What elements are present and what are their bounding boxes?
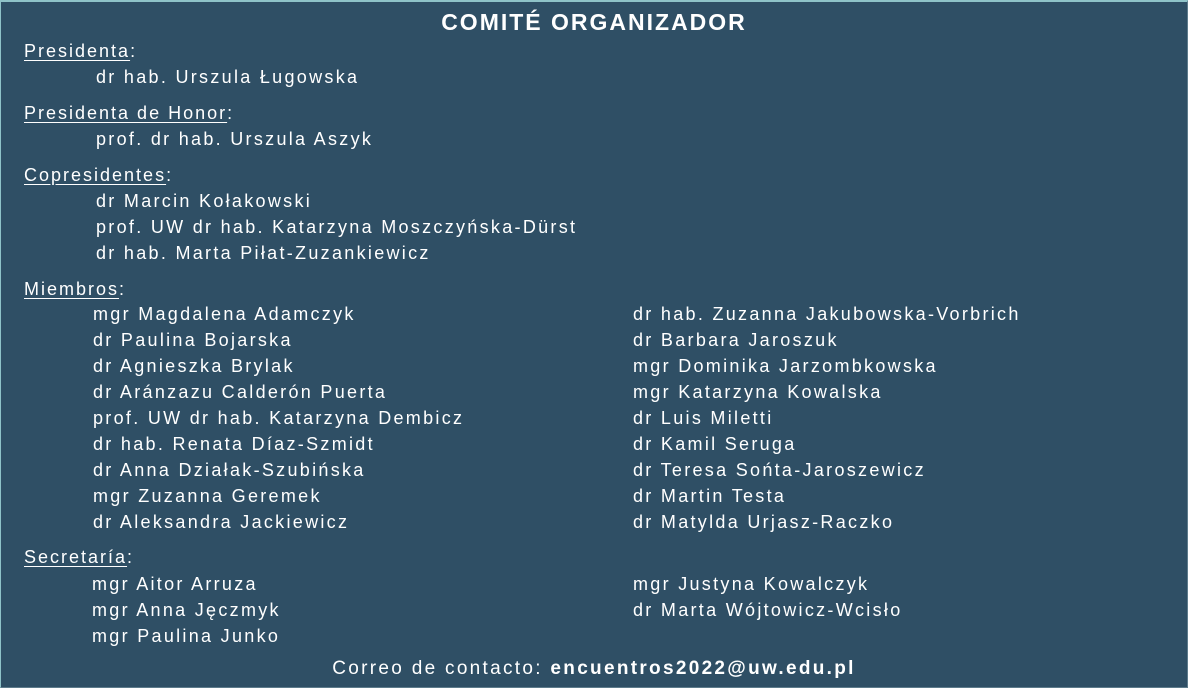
member-name: mgr Paulina Junko (92, 626, 281, 646)
section-label: Copresidentes (24, 165, 167, 185)
member-name: dr Marcin Kołakowski (96, 191, 313, 211)
contact-email-link[interactable]: encuentros2022@uw.edu.pl (550, 658, 856, 679)
section-label: Secretaría (24, 547, 128, 567)
member-name: dr Marta Wójtowicz-Wcisło (633, 600, 903, 620)
member-name: dr Luis Miletti (633, 408, 774, 428)
member-name: mgr Zuzanna Geremek (93, 486, 322, 506)
member-name: prof. UW dr hab. Katarzyna Dembicz (93, 408, 465, 428)
member-name: dr Aránzazu Calderón Puerta (93, 382, 388, 402)
member-name: mgr Katarzyna Kowalska (633, 382, 883, 402)
section-label: Presidenta de Honor (24, 103, 228, 123)
member-name: dr Martin Testa (633, 486, 787, 506)
section-heading-secretaria: Secretaría: (24, 547, 135, 567)
member-name: dr Teresa Sońta-Jaroszewicz (633, 460, 926, 480)
page-title: COMITÉ ORGANIZADOR (441, 9, 747, 35)
section-label: Presidenta (24, 41, 131, 61)
section-heading-presidenta-honor: Presidenta de Honor: (24, 103, 235, 123)
member-name: dr Barbara Jaroszuk (633, 330, 839, 350)
member-name: mgr Magdalena Adamczyk (93, 304, 356, 324)
member-name: prof. UW dr hab. Katarzyna Moszczyńska-Dürst (96, 217, 578, 237)
section-heading-miembros: Miembros: (24, 279, 127, 299)
member-name: dr Kamil Seruga (633, 434, 797, 454)
member-name: dr Aleksandra Jackiewicz (93, 512, 350, 532)
member-name: dr hab. Urszula Ługowska (96, 67, 360, 87)
section-label: Miembros (24, 279, 120, 299)
member-name: dr hab. Zuzanna Jakubowska-Vorbrich (633, 304, 1021, 324)
contact-line (1, 657, 1187, 681)
member-name: dr Anna Działak-Szubińska (93, 460, 366, 480)
member-name: mgr Aitor Arruza (92, 574, 258, 594)
member-name: dr Matylda Urjasz-Raczko (633, 512, 895, 532)
member-name: dr hab. Renata Díaz-Szmidt (93, 434, 375, 454)
member-name: prof. dr hab. Urszula Aszyk (96, 129, 374, 149)
member-name: dr Agnieszka Brylak (93, 356, 295, 376)
member-name: mgr Anna Jęczmyk (92, 600, 281, 620)
section-heading-copresidentes: Copresidentes: (24, 165, 174, 185)
member-name: mgr Dominika Jarzombkowska (633, 356, 938, 376)
member-name: mgr Justyna Kowalczyk (633, 574, 870, 594)
member-name: dr Paulina Bojarska (93, 330, 293, 350)
member-name: dr hab. Marta Piłat-Zuzankiewicz (96, 243, 431, 263)
contact-label: Correo de contacto: (332, 658, 543, 679)
section-heading-presidenta: Presidenta: (24, 41, 138, 61)
